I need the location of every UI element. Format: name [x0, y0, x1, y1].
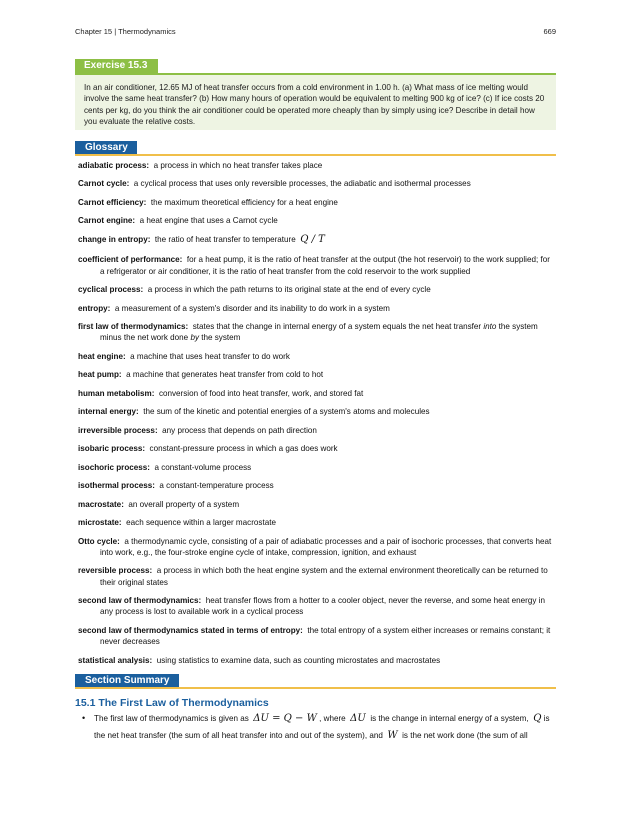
glossary-item: internal energy: the sum of the kinetic and potential energies of a system's atoms and molecules: [78, 407, 430, 417]
chapter-title: Chapter 15 | Thermodynamics: [75, 27, 176, 36]
glossary-item: heat engine: a machine that uses heat transfer to do work: [78, 351, 290, 361]
glossary-item: Carnot cycle: a cyclical process that uses only reversible processes, the adiabatic and isothermal processes: [78, 179, 471, 189]
glossary-item: isochoric process: a constant-volume process: [78, 462, 252, 472]
glossary-item: human metabolism: conversion of food into heat transfer, work, and stored fat: [78, 388, 364, 398]
glossary-item: Carnot efficiency: the maximum theoretical efficiency for a heat engine: [78, 197, 338, 207]
section-summary-rule: [75, 687, 556, 689]
glossary-item: irreversible process: any process that depends on path direction: [78, 425, 317, 435]
summary-text: The first law of thermodynamics is given as ΔU = Q − W , where ΔU is the change in internal energy of a system, Q is the net heat transfer (the sum of all heat transfer into and out of the system), and W is the net work done (the sum of all: [94, 713, 550, 741]
page-number: 669: [543, 27, 556, 36]
exercise-box: [75, 73, 556, 130]
first-law-equation: ΔU = Q − W: [253, 713, 317, 724]
exercise-tab: Exercise 15.3: [75, 59, 158, 73]
glossary-item: Otto cycle: a thermodynamic cycle, consisting of a pair of adiabatic processes and a pair of isochoric processes, that converts heat into work, e.g., the four-stroke engine cycle of intake, compression, ignition, and exhaust: [78, 536, 552, 557]
glossary-item: isothermal process: a constant-temperature process: [78, 481, 274, 491]
glossary-item: isobaric process: constant-pressure process in which a gas does work: [78, 444, 338, 454]
glossary-item: microstate: each sequence within a larger macrostate: [78, 518, 276, 528]
section-summary-tab: Section Summary: [75, 674, 179, 688]
glossary-item: change in entropy: the ratio of heat transfer to temperature Q / T: [78, 233, 325, 245]
exercise-text: In an air conditioner, 12.65 MJ of heat transfer occurs from a cold environment in 1.00 h. (a) What mass of ice melting would involve the same heat transfer? (b) How many hours of operation would be equivalent to melting 900 kg of ice? (c) If ice costs 20 cents per kg, do you think the air conditioner could be operated more cheaply than by simply using ice? Describe in detail how you evaluate the relative costs.: [84, 83, 545, 127]
glossary-item: statistical analysis: using statistics to examine data, such as counting microstates and macrostates: [78, 655, 441, 665]
glossary-item: second law of thermodynamics stated in terms of entropy: the total entropy of a system either increases or remains constant; it never decreases: [78, 625, 551, 647]
glossary-item: coefficient of performance: for a heat pump, it is the ratio of heat transfer at the output (the hot reservoir) to the work supplied; for a refrigerator or air conditioner, it is the ratio of heat transfer from the cold reservoir to the work supplied: [78, 255, 550, 276]
bullet-marker: •: [82, 713, 86, 723]
glossary-list: [78, 160, 552, 673]
glossary-item: reversible process: a process in which both the heat engine system and the external environment theoretically can be returned to their original states: [78, 566, 548, 587]
glossary-rule: [75, 154, 556, 156]
entropy-formula: Q / T: [300, 233, 325, 245]
glossary-item: cyclical process: a process in which the path returns to its original state at the end of every cycle: [78, 285, 431, 295]
glossary-item: first law of thermodynamics: states that the change in internal energy of a system equals the net heat transfer into the system minus the net work done by the system: [78, 321, 538, 343]
glossary-item: heat pump: a machine that generates heat transfer from cold to hot: [78, 370, 324, 380]
page-header: [75, 27, 556, 39]
glossary-item: entropy: a measurement of a system's disorder and its inability to do work in a system: [78, 303, 390, 313]
glossary-item: second law of thermodynamics: heat transfer flows from a hotter to a cooler object, never the reverse, and some heat energy in any process is lost to available work in a cyclical process: [78, 596, 545, 617]
glossary-item: macrostate: an overall property of a system: [78, 499, 240, 509]
glossary-tab: Glossary: [75, 141, 137, 155]
glossary-item: adiabatic process: a process in which no heat transfer takes place: [78, 161, 323, 170]
glossary-item: Carnot engine: a heat engine that uses a Carnot cycle: [78, 216, 278, 226]
section-heading: 15.1 The First Law of Thermodynamics: [75, 697, 269, 709]
